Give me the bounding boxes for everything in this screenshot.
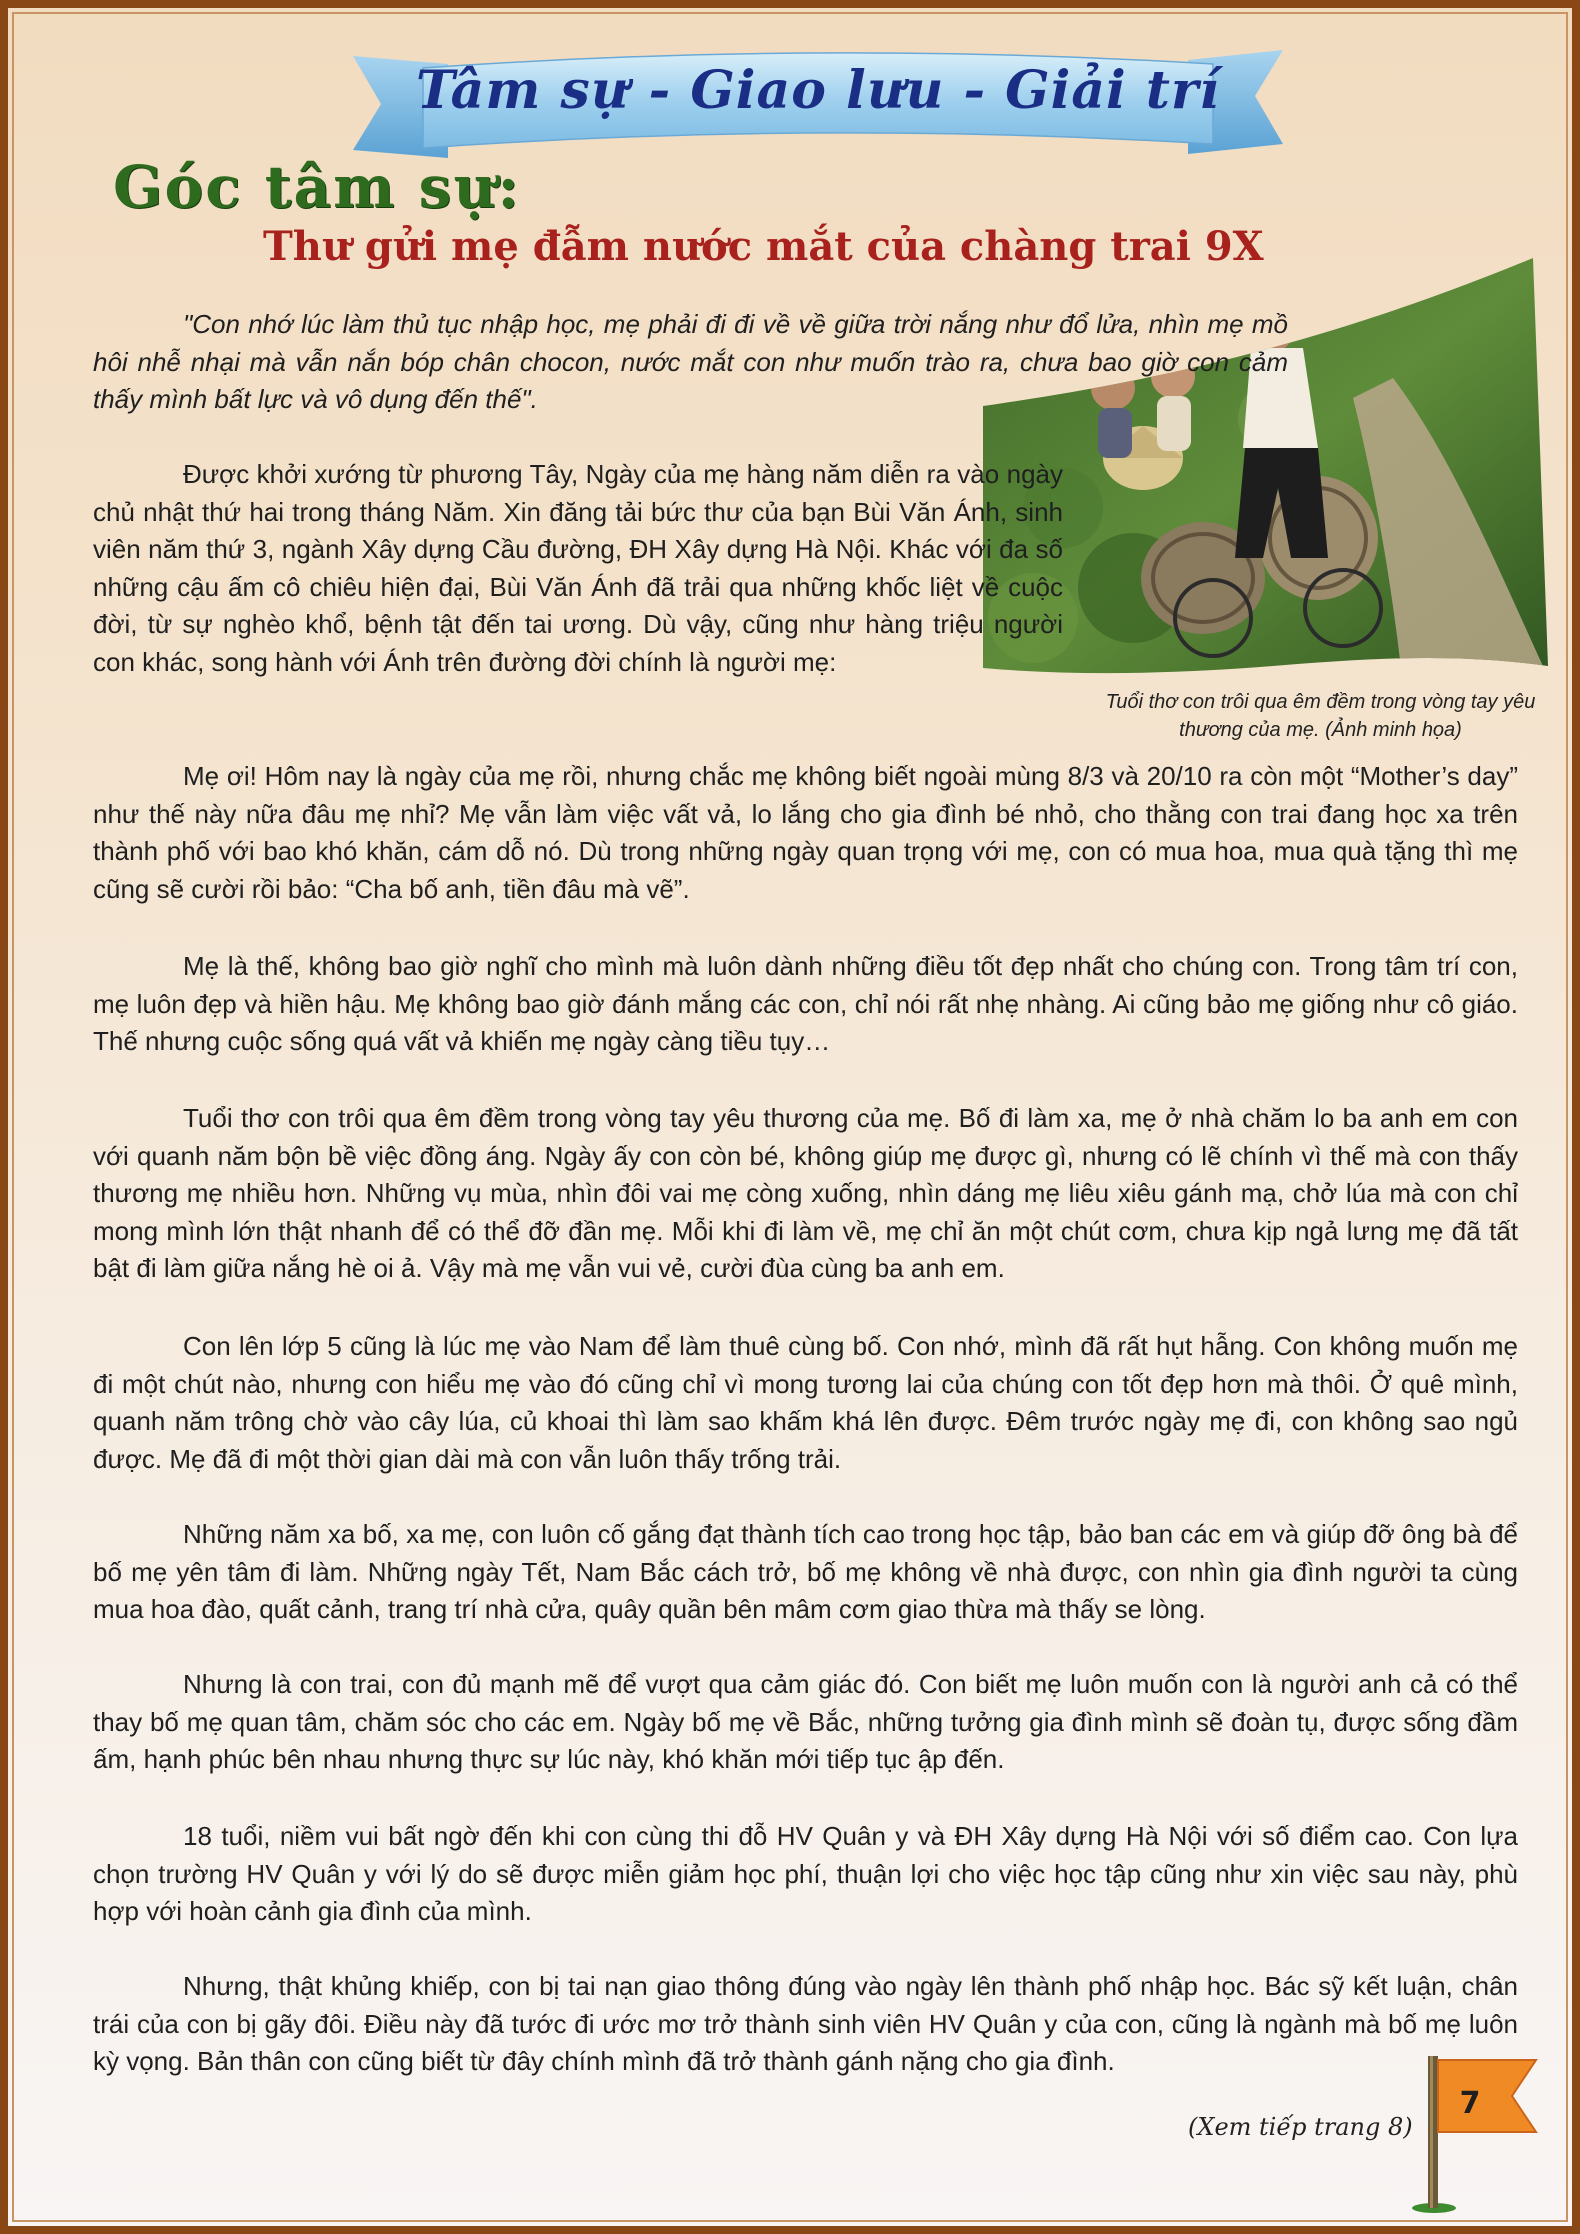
continued-note: (Xem tiếp trang 8): [1188, 2113, 1413, 2141]
body-paragraph-3: Tuổi thơ con trôi qua êm đềm trong vòng tay yêu thương của mẹ. Bố đi làm xa, mẹ ở nhà chăm lo ba anh em con với quanh năm bộn bề việc đồng áng. Ngày ấy con còn bé, không giúp mẹ được gì, nhưng có lẽ chính vì thế mà con thấy thương mẹ nhiều hơn. Những vụ mùa, nhìn đôi vai mẹ còng xuống, nhìn dáng mẹ liêu xiêu gánh mạ, chở lúa mà con chỉ mong mình lớn thật nhanh để có thể đỡ đần mẹ. Mỗi khi đi làm về, mẹ chỉ ăn một chút cơm, chưa kịp ngả lưng mẹ đã tất bật đi làm giữa nắng hè oi ả. Vậy mà mẹ vẫn vui vẻ, cười đùa cùng ba anh em.: [93, 1103, 1518, 1284]
body-paragraph-2: Mẹ là thế, không bao giờ nghĩ cho mình mà luôn dành những điều tốt đẹp nhất cho chúng con. Trong tâm trí con, mẹ luôn đẹp và hiền hậu. Mẹ không bao giờ đánh mắng các con, chỉ nói rất nhẹ nhàng. Ai cũng bảo mẹ giống như cô giáo. Thế nhưng cuộc sống quá vất vả khiến mẹ ngày càng tiều tụy…: [93, 951, 1518, 1057]
intro-quote: "Con nhớ lúc làm thủ tục nhập học, mẹ phải đi đi về về giữa trời nắng như đổ lửa, nhìn mẹ mồ hôi nhễ nhại mà vẫn nắn bóp chân chocon, nước mắt con như muốn trào ra, chưa bao giờ con cảm thấy mình bất lực và vô dụng đến thế".: [93, 309, 1288, 415]
body-paragraph-8: Nhưng, thật khủng khiếp, con bị tai nạn giao thông đúng vào ngày lên thành phố nhập học. Bác sỹ kết luận, chân trái của con bị gãy đôi. Điều này đã tước đi ước mơ trở thành sinh viên HV Quân y của con, cũng là ngành mà bố mẹ luôn kỳ vọng. Bản thân con cũng biết từ đây chính mình đã trở thành gánh nặng cho gia đình.: [93, 1971, 1518, 2077]
page-number: 7: [1459, 2086, 1481, 2121]
article-title: Thư gửi mẹ đẫm nước mắt của chàng trai 9X: [263, 223, 1264, 270]
body-paragraph-6: Nhưng là con trai, con đủ mạnh mẽ để vượt qua cảm giác đó. Con biết mẹ luôn muốn con là người anh cả có thể thay bố mẹ quan tâm, chăm sóc cho các em. Ngày bố mẹ về Bắc, những tưởng gia đình mình sẽ đoàn tụ, được sống đầm ấm, hạnh phúc bên nhau nhưng thực sự lúc này, khó khăn mới tiếp tục ập đến.: [93, 1669, 1518, 1775]
body-paragraph-1: Mẹ ơi! Hôm nay là ngày của mẹ rồi, nhưng chắc mẹ không biết ngoài mùng 8/3 và 20/10 ra còn một “Mother’s day” như thế này nữa đâu mẹ nhỉ? Mẹ vẫn làm việc vất vả, lo lắng cho gia đình bé nhỏ, cho thằng con trai đang học xa trên thành phố với bao khó khăn, cám dỗ nó. Dù trong những ngày quan trọng với mẹ, con có mua hoa, mua quà tặng thì mẹ cũng sẽ cười rồi bảo: “Cha bố anh, tiền đâu mà vẽ”.: [93, 761, 1518, 904]
body-paragraph-7: 18 tuổi, niềm vui bất ngờ đến khi con cùng thi đỗ HV Quân y và ĐH Xây dựng Hà Nội với số điểm cao. Con lựa chọn trường HV Quân y với lý do sẽ được miễn giảm học phí, thuận lợi cho việc học tập cũng như xin việc sau này, phù hợp với hoàn cảnh gia đình của mình.: [93, 1821, 1518, 1927]
photo-caption: Tuổi thơ con trôi qua êm đềm trong vòng tay yêu thương của mẹ. (Ảnh minh họa): [1105, 691, 1536, 741]
lead-paragraph: Được khởi xướng từ phương Tây, Ngày của mẹ hàng năm diễn ra vào ngày chủ nhật thứ hai trong tháng Năm. Xin đăng tải bức thư của bạn Bùi Văn Ánh, sinh viên năm thứ 3, ngành Xây dựng Cầu đường, ĐH Xây dựng Hà Nội. Khác với đa số những cậu ấm cô chiêu hiện đại, Bùi Văn Ánh đã trải qua những khốc liệt về cuộc đời, từ sự nghèo khổ, bệnh tật đến tai ương. Dù vậy, cũng như hàng triệu người con khác, song hành với Ánh trên đường đời chính là người mẹ:: [93, 459, 1063, 677]
section-title: Góc tâm sự:: [113, 153, 521, 221]
banner-title: Tâm sự - Giao lưu - Giải trí: [415, 60, 1221, 121]
body-paragraph-4: Con lên lớp 5 cũng là lúc mẹ vào Nam để làm thuê cùng bố. Con nhớ, mình đã rất hụt hẫng. Con không muốn mẹ đi một chút nào, nhưng con hiểu mẹ vào đó cũng chỉ vì mong tương lai của chúng con tốt đẹp hơn mà thôi. Ở quê mình, quanh năm trông chờ vào cây lúa, củ khoai thì làm sao khấm khá lên được. Đêm trước ngày mẹ đi, con không sao ngủ được. Mẹ đã đi một thời gian dài mà con vẫn luôn thấy trống trải.: [93, 1331, 1518, 1474]
body-paragraph-5: Những năm xa bố, xa mẹ, con luôn cố gắng đạt thành tích cao trong học tập, bảo ban các em và giúp đỡ ông bà để bố mẹ yên tâm đi làm. Những ngày Tết, Nam Bắc cách trở, bố mẹ không về nhà được, con nhìn gia đình người ta cùng mua hoa đào, quất cảnh, trang trí nhà cửa, quây quần bên mâm cơm giao thừa mà thấy se lòng.: [93, 1519, 1518, 1625]
page-flag-icon: [1408, 2048, 1538, 2213]
